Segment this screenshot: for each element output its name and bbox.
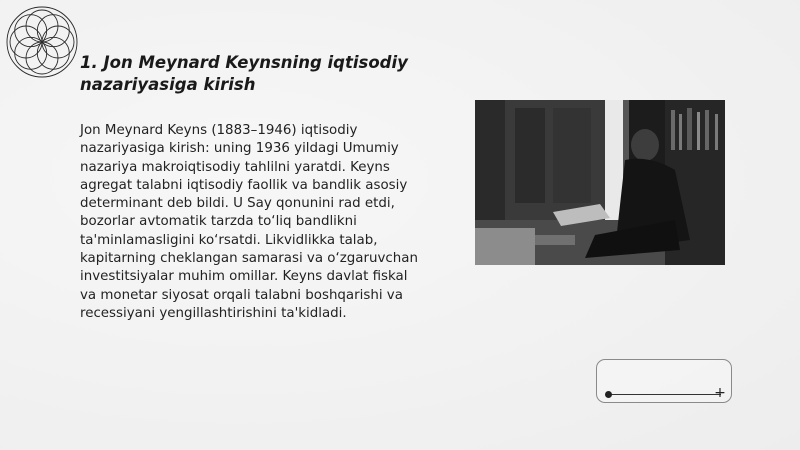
spirograph-logo-icon bbox=[4, 4, 80, 80]
plus-icon[interactable]: + bbox=[714, 385, 726, 401]
dot-icon[interactable] bbox=[605, 391, 612, 398]
keynes-photo bbox=[475, 100, 725, 265]
slide-body-text: Jon Meynard Keyns (1883–1946) iqtisodiy nazariyasiga kirish: uning 1936 yildagi Umumiy nazariya makroiqtisodiy tahlilni yaratdi. Keyns agregat talabni iqtisodiy faollik va bandlik asosiy determinant deb bildi. U Say qonunini rad etdi, bozorlar avtomatik tarzda to‘liq bandlikni ta'minlamasligini ko‘rsatdi. Likvidlikka talab, kapitarning cheklangan samarasi va o‘zgaruvchan investitsiyalar muhim omillar. Keyns davlat fiskal va monetar siyosat orqali talabni boshqarishi va recessiyani yengillashtirishini ta'kidladi. bbox=[80, 123, 418, 321]
slide-title: 1. Jon Meynard Keynsning iqtisodiy nazariyasiga kirish bbox=[80, 53, 408, 94]
timeline-track bbox=[609, 394, 721, 395]
timeline-widget[interactable] bbox=[596, 359, 732, 403]
